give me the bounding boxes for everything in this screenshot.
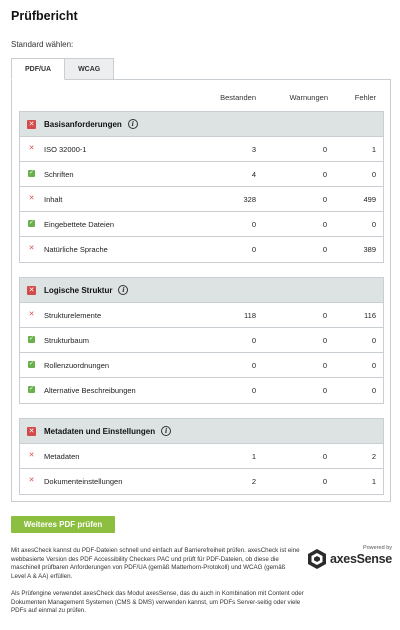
errors-count: 0 [371,170,376,179]
tab-pdfua[interactable]: PDF/UA [11,58,65,80]
standard-tabs [11,58,114,80]
standard-label: Standard wählen: [11,40,74,49]
warnings-count: 0 [322,477,327,486]
passed-count: 4 [251,170,256,179]
fail-icon: ✕ [28,245,35,252]
passed-count: 0 [251,386,256,395]
errors-count: 1 [371,145,376,154]
fail-icon: ✕ [28,195,35,202]
fail-icon: ✕ [28,145,35,152]
axessense-logo-text: axesSense [330,552,392,566]
passed-count: 328 [243,195,256,204]
footer-paragraph-1: Mit axesCheck kannst du PDF-Dateien schnell und einfach auf Barrierefreiheit prüfen. axesCheck ist eine webbasierte Version des PDF Accessibility Checkers PAC und prüft für PDF-Dateien, ob diese die maschinell prüfbaren Anforderungen von PDF/UA (gemäß Matterhorn-Protokoll) und WCAG (gemäß Level A & AA) erfüllen. [11,547,300,580]
info-icon[interactable]: i [128,119,138,129]
passed-count: 118 [244,311,256,320]
table-row[interactable] [20,137,383,162]
row-label: Dokumenteinstellungen [44,477,123,486]
fail-icon: ✕ [28,286,35,294]
check-icon: ✓ [28,361,35,367]
warnings-count: 0 [322,145,327,154]
fail-icon: ✕ [28,311,35,318]
section-header [20,419,383,444]
section-title: Logische Struktur [44,285,113,295]
table-row[interactable] [20,378,383,403]
errors-count: 499 [363,195,376,204]
section-basisanforderungen [19,111,384,263]
section-header [20,278,383,303]
table-row[interactable] [20,162,383,187]
section-header [20,112,383,137]
row-label: Natürliche Sprache [44,245,108,254]
section-title: Metadaten und Einstellungen [44,426,156,436]
passed-count: 1 [251,452,256,461]
fail-icon: ✕ [28,427,35,435]
check-icon: ✓ [28,336,35,342]
errors-count: 0 [371,361,376,370]
fail-icon: ✕ [28,120,35,128]
warnings-count: 0 [322,195,327,204]
column-headers [12,93,390,105]
info-icon[interactable]: i [118,285,128,295]
page-title: Prüfbericht [11,9,78,23]
errors-count: 0 [371,336,376,345]
errors-count: 0 [371,386,376,395]
row-label: Metadaten [44,452,80,461]
row-label: Rollenzuordnungen [44,361,110,370]
row-label: ISO 32000-1 [44,145,87,154]
fail-icon: ✕ [28,477,35,484]
warnings-count: 0 [322,311,327,320]
powered-by-label: Powered by [362,545,392,551]
section-logische-struktur [19,277,384,404]
errors-count: 116 [364,311,376,320]
table-row[interactable] [20,187,383,212]
passed-count: 2 [251,477,256,486]
passed-count: 0 [251,336,256,345]
column-header-errors: Fehler [354,93,376,102]
footer-paragraph-2: Als Prüfengine verwendet axesCheck das Modul axesSense, das du auch in Kombination mit Content oder Dokumenten Management Systemen (CMS & DMS) verwenden kannst, um PDFs Server-seitig oder viele PDFs auf einmal zu prüfen. [11,590,304,615]
column-header-warnings: Warnungen [289,93,328,102]
warnings-count: 0 [322,220,327,229]
axessense-logo-icon [308,549,326,569]
fail-icon: ✕ [28,452,35,459]
row-label: Eingebettete Dateien [44,220,115,229]
table-row[interactable] [20,444,383,469]
warnings-count: 0 [322,361,327,370]
column-header-passed: Bestanden [220,93,256,102]
warnings-count: 0 [322,245,327,254]
table-row[interactable] [20,469,383,494]
check-icon: ✓ [28,386,35,392]
passed-count: 3 [251,145,256,154]
axessense-logo [308,545,392,571]
errors-count: 389 [363,245,376,254]
row-label: Alternative Beschreibungen [44,386,136,395]
table-row[interactable] [20,328,383,353]
row-label: Inhalt [44,195,63,204]
passed-count: 0 [251,361,256,370]
row-label: Strukturelemente [44,311,102,320]
info-icon[interactable]: i [161,426,171,436]
table-row[interactable] [20,353,383,378]
row-label: Strukturbaum [44,336,90,345]
errors-count: 1 [371,477,376,486]
check-another-pdf-button[interactable]: Weiteres PDF prüfen [11,516,115,533]
errors-count: 0 [371,220,376,229]
section-metadaten-und-einstellungen [19,418,384,495]
table-row[interactable] [20,212,383,237]
passed-count: 0 [251,245,256,254]
section-title: Basisanforderungen [44,119,122,129]
warnings-count: 0 [322,170,327,179]
errors-count: 2 [371,452,376,461]
table-row[interactable] [20,237,383,262]
warnings-count: 0 [322,386,327,395]
table-row[interactable] [20,303,383,328]
warnings-count: 0 [322,452,327,461]
check-icon: ✓ [28,220,35,226]
warnings-count: 0 [322,336,327,345]
report-panel [11,79,391,502]
passed-count: 0 [251,220,256,229]
tab-wcag[interactable]: WCAG [65,58,114,80]
check-icon: ✓ [28,170,35,176]
row-label: Schriften [44,170,74,179]
